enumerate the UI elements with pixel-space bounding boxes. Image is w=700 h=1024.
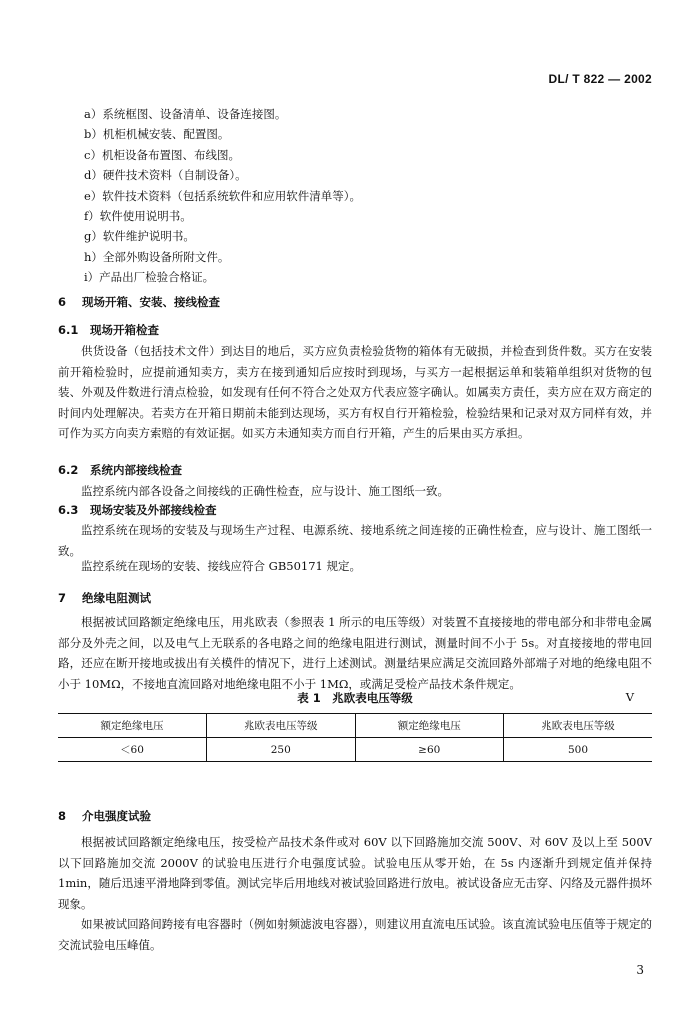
list-item: c）机柜设备布置图、布线图。 <box>84 147 240 162</box>
section-6-2-paragraph: 监控系统内部各设备之间接线的正确性检查，应与设计、施工图纸一致。 <box>81 484 449 498</box>
list-item: h）全部外购设备所附文件。 <box>84 249 230 264</box>
section-title: 现场开箱检查 <box>90 323 159 337</box>
section-number: 6.2 <box>58 463 79 477</box>
section-8-heading <box>58 808 151 824</box>
section-title: 介电强度试验 <box>82 809 151 823</box>
table-caption <box>58 690 652 708</box>
table-unit: V <box>625 690 634 704</box>
table-cell: 250 <box>207 738 356 762</box>
table-title: 表 1 兆欧表电压等级 <box>297 691 413 705</box>
table-header-cell: 额定绝缘电压 <box>355 714 504 738</box>
section-6-1-paragraph: 供货设备（包括技术文件）到达目的地后，买方应负责检验货物的箱体有无破损，并检查到货件数。买方在安装前开箱检验时，应提前通知卖方，卖方在接到通知后应按时到现场，与买方一起根据运单和装箱单组织对货物的包装、外观及件数进行清点检验，如发现有任何不符合之处双方代表应签字确认。如属卖方责任，卖方应在双方商定的时间内处理解决。若卖方在开箱日期前未能到达现场，买方有权自行开箱检验，检验结果和记录对双方同样有效，并可作为买方向卖方索赔的有效证据。如买方未通知卖方而自行开箱，产生的后果由买方承担。 <box>58 344 652 441</box>
list-item: f）软件使用说明书。 <box>84 208 192 223</box>
table-header-cell: 兆欧表电压等级 <box>207 714 356 738</box>
document-code-header: DL/ T 822 — 2002 <box>548 72 652 86</box>
list-item: g）软件维护说明书。 <box>84 229 195 244</box>
list-item: i）产品出厂检验合格证。 <box>84 270 215 285</box>
table-cell: 500 <box>504 738 653 762</box>
section-7-paragraph: 根据被试回路额定绝缘电压，用兆欧表（参照表 1 所示的电压等级）对装置不直接接地的带电部分和非带电金属部分及外壳之间，以及电气上无联系的各电路之间的绝缘电阻进行测试，测量时间不小于 5s。对直接接地的带电回路，还应在断开接地或拔出有关模件的情况下，进行上述测试。测量结果应满足交流回路外部端子对地的绝缘电阻不小于 10MΩ，不接地直流回路对地绝缘电阻不小于 1MΩ，或满足受检产品技术条件规定。 <box>58 615 652 691</box>
section-number: 7 <box>58 591 67 605</box>
page-number: 3 <box>636 963 644 977</box>
deliverables-list <box>84 104 644 288</box>
section-6-3-paragraph: 监控系统在现场的安装及与现场生产过程、电源系统、接地系统之间连接的正确性检查，应与设计、施工图纸一致。 <box>58 523 652 558</box>
section-8-paragraph: 根据被试回路额定绝缘电压，按受检产品技术条件或对 60V 以下回路施加交流 500V、对 60V 及以上至 500V 以下回路施加交流 2000V 的试验电压进行介电强度试验。试验电压从零开始，在 5s 内逐渐升到规定值并保持 1min，随后迅速平滑地降到零值。测试完毕后用地线对被试验回路进行放电。被试设备应无击穿、闪络及元器件损坏现象。 <box>58 835 652 911</box>
section-number: 8 <box>58 809 67 823</box>
list-item: d）硬件技术资料（自制设备）。 <box>84 168 247 183</box>
section-6-2-heading <box>58 462 182 478</box>
table-header-cell: 兆欧表电压等级 <box>504 714 653 738</box>
list-item: e）软件技术资料（包括系统软件和应用软件清单等）。 <box>84 188 362 203</box>
section-7-heading <box>58 590 151 606</box>
section-6-3-heading <box>58 502 217 518</box>
section-6-heading <box>58 294 220 310</box>
section-8-paragraph-2: 如果被试回路间跨接有电容器时（例如射频滤波电容器），则建议用直流电压试验。该直流试验电压值等于规定的交流试验电压峰值。 <box>58 917 652 952</box>
section-title: 绝缘电阻测试 <box>82 591 151 605</box>
list-item: b）机柜机械安装、配置图。 <box>84 127 230 142</box>
list-item: a）系统框图、设备清单、设备连接图。 <box>84 107 287 121</box>
table-cell: ≥60 <box>355 738 504 762</box>
table-row <box>58 738 652 762</box>
section-6-3-paragraph-2: 监控系统在现场的安装、接线应符合 GB50171 规定。 <box>81 559 362 573</box>
section-6-1-heading <box>58 322 159 338</box>
section-title: 现场安装及外部接线检查 <box>90 503 217 517</box>
table-header-cell: 额定绝缘电压 <box>58 714 207 738</box>
section-number: 6.3 <box>58 503 79 517</box>
section-number: 6 <box>58 295 67 309</box>
megohmmeter-voltage-table <box>58 713 652 762</box>
section-number: 6.1 <box>58 323 79 337</box>
section-title: 现场开箱、安装、接线检查 <box>82 295 220 309</box>
table-cell: ＜60 <box>58 738 207 762</box>
section-title: 系统内部接线检查 <box>90 463 182 477</box>
table-header-row <box>58 714 652 738</box>
